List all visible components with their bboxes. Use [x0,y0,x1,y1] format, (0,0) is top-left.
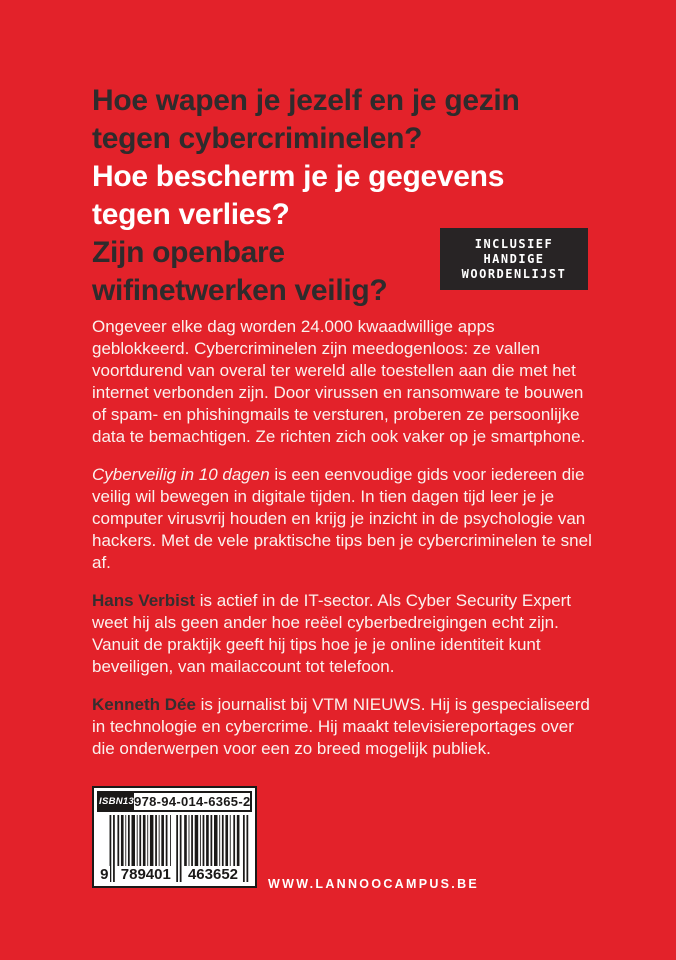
book-title-italic: Cyberveilig in 10 dagen [92,465,270,484]
wordlist-badge-line: WOORDENLIJST [461,266,567,281]
headline-line: wifinetwerken veilig? [92,274,388,307]
author-bio-hans-text: is actief in de IT-sector. Als Cyber Security Expert weet hij als geen ander hoe reëel cyberbedreigingen echt zijn. Vanuit de praktijk geeft hij tips hoe je je online identiteit kunt beveiligen, van mailaccount tot telefoon. [92,591,572,676]
headline-line: Hoe bescherm je je gegevens [92,160,505,193]
barcode-digit-first: 9 [100,866,109,883]
book-description-paragraph [92,464,594,574]
intro-paragraph [92,316,594,448]
author-bio-hans-verbist [92,590,594,678]
author-name-kenneth-dee: Kenneth Dée [92,695,196,714]
headline-line: Hoe wapen je jezelf en je gezin [92,84,520,117]
publisher-website: WWW.LANNOOCAMPUS.BE [268,877,480,891]
isbn-header [97,791,252,812]
wordlist-badge-line: INCLUSIEF [474,236,554,251]
isbn-number: 978-94-014-6365-2 [134,794,251,809]
barcode-digits-right: 463652 [184,866,241,883]
headline-line: tegen cybercriminelen? [92,122,423,155]
isbn-label: ISBN13 [99,793,134,810]
book-description-text: is een eenvoudige gids voor iedereen die veilig wil bewegen in digitale tijden. In tien dagen tijd leer je je computer virusvrij houden en krijg je inzicht in de psychologie van hackers. Met de vele praktische tips ben je cybercriminelen te snel af. [92,465,592,572]
barcode-digits-left: 789401 [117,866,174,883]
barcode [92,786,257,888]
headline-line: Zijn openbare [92,236,285,269]
author-name-hans-verbist: Hans Verbist [92,591,195,610]
body-copy [92,316,594,776]
author-bio-kenneth-dee [92,694,594,760]
headline-line: tegen verlies? [92,198,290,231]
wordlist-badge-line: HANDIGE [483,251,545,266]
wordlist-badge [440,228,588,290]
barcode-digits [99,866,250,883]
intro-paragraph-text: Ongeveer elke dag worden 24.000 kwaadwillige apps geblokkeerd. Cybercriminelen zijn meedogenloos: ze vallen voortdurend van overal ter wereld alle toestellen aan die met het internet verbonden zijn. Door virussen en ransomware te bouwen of spam- en phishingmails te versturen, proberen ze persoonlijke data te bemachtigen. Ze richten zich ook vaker op je smartphone. [92,317,586,446]
author-bio-kenneth-text: is journalist bij VTM NIEUWS. Hij is gespecialiseerd in technologie en cybercrime. Hij maakt televisiereportages over die onderwerpen voor een zo breed mogelijk publiek. [92,695,590,758]
